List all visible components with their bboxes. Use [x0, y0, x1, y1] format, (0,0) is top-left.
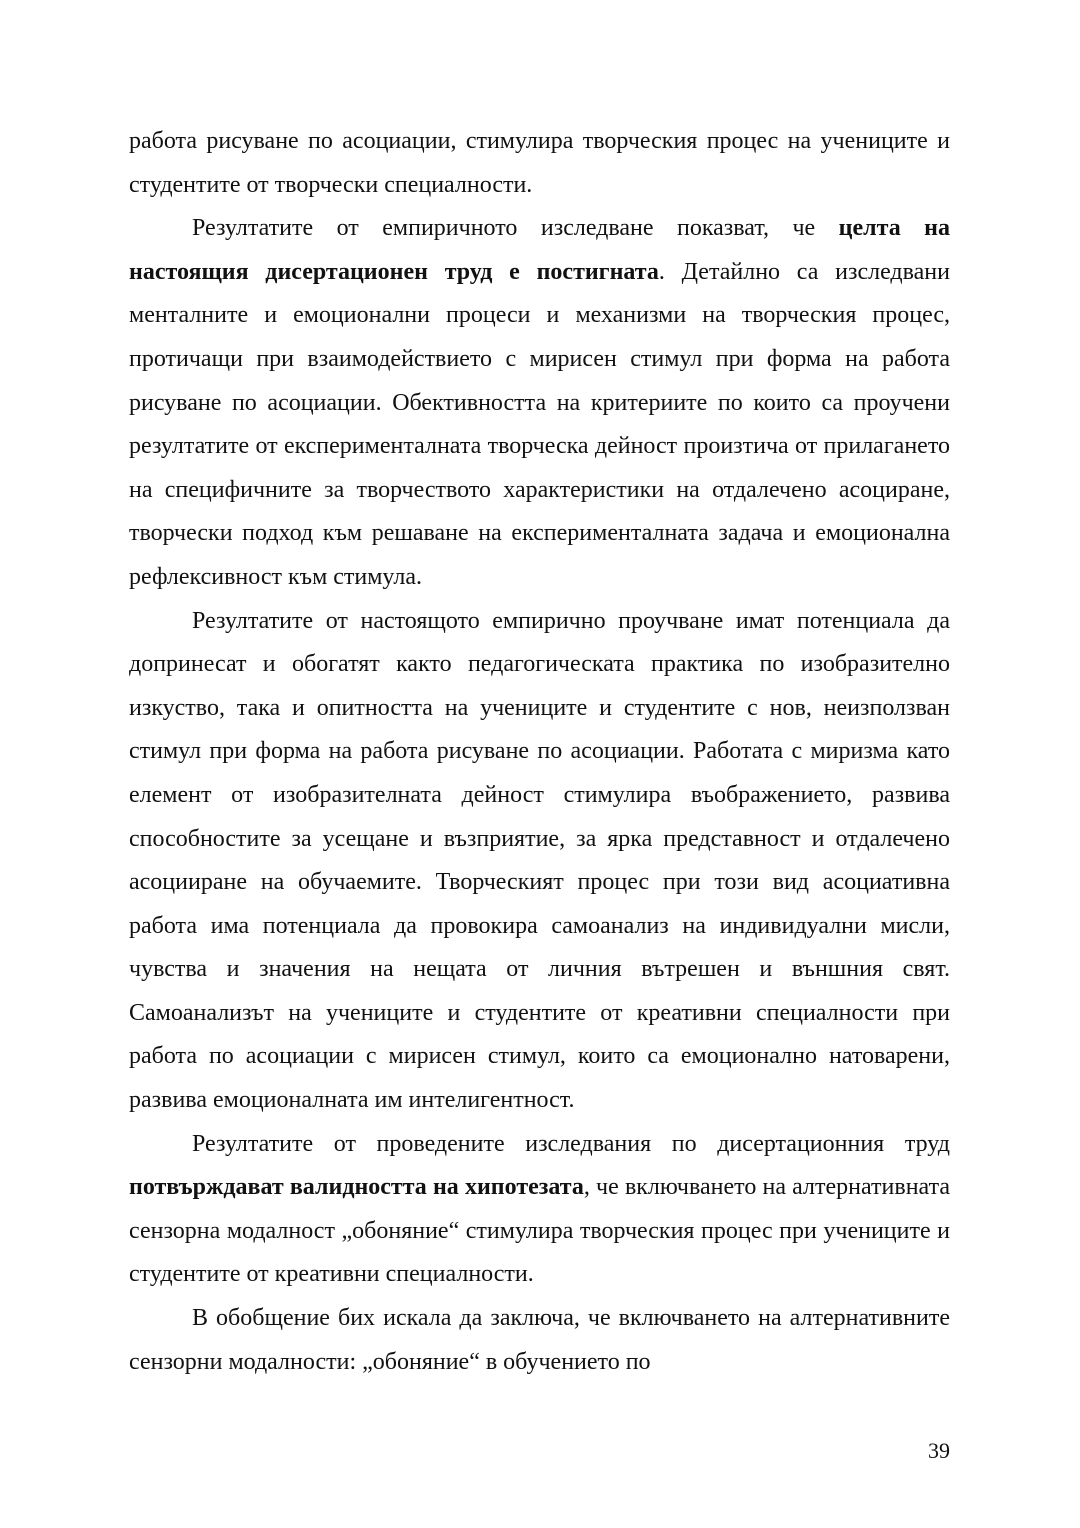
bold-text-run: потвърждават валидността на хипотезата [129, 1174, 584, 1201]
paragraph [129, 1297, 950, 1384]
body-text [129, 120, 950, 1384]
text-run: работа рисуване по асоциации, стимулира творческия процес на учениците и студентите от творчески специалности. [129, 128, 950, 198]
paragraph [129, 600, 950, 1123]
text-run: Резултатите от проведените изследвания по дисертационния труд [192, 1130, 950, 1157]
text-run: В обобщение бих искала да заключа, че включването на алтернативните сензорни модалности: „обоняние“ в обучението по [129, 1305, 950, 1375]
page-number: 39 [928, 1438, 950, 1463]
text-run: Резултатите от емпиричното изследване показват, че [192, 215, 839, 242]
text-run: Резултатите от настоящото емпирично проучване имат потенциала да допринесат и обогатят както педагогическата практика по изобразително изкуство, така и опитността на учениците и студентите с нов, неизползван стимул при форма на работа рисуване по асоциации. Работата с миризма като елемент от изобразителната дейност стимулира въображението, развива способностите за усещане и възприятие, за ярка представност и отдалечено асоцииране на обучаемите. Творческият процес при този вид асоциативна работа има потенциала да провокира самоанализ на индивидуални мисли, чувства и значения на нещата от личния вътрешен и външния свят. Самоанализът на учениците и студентите от креативни специалности при работа по асоциации с мирисен стимул, които са емоционално натоварени, развива емоционалната им интелигентност. [129, 607, 950, 1114]
paragraph [129, 207, 950, 599]
text-run: , че включването на алтернативната сензорна модалност „обоняние“ стимулира творческия процес при учениците и студентите от креативни специалности. [129, 1174, 950, 1288]
paragraph [129, 120, 950, 207]
paragraph [129, 1123, 950, 1297]
text-run: . Детайлно са изследвани менталните и емоционални процеси и механизми на творческия процес, протичащи при взаимодействието с мирисен стимул при форма на работа рисуване по асоциации. Обективността на критериите по които са проучени резултатите от експерименталната творческа дейност произтича от прилагането на специфичните за творчеството характеристики на отдалечено асоциране, творчески подход към решаване на експерименталната задача и емоционална рефлексивност към стимула. [129, 258, 950, 590]
bold-text-run: целта на настоящия дисертационен труд е постигната [129, 215, 950, 285]
